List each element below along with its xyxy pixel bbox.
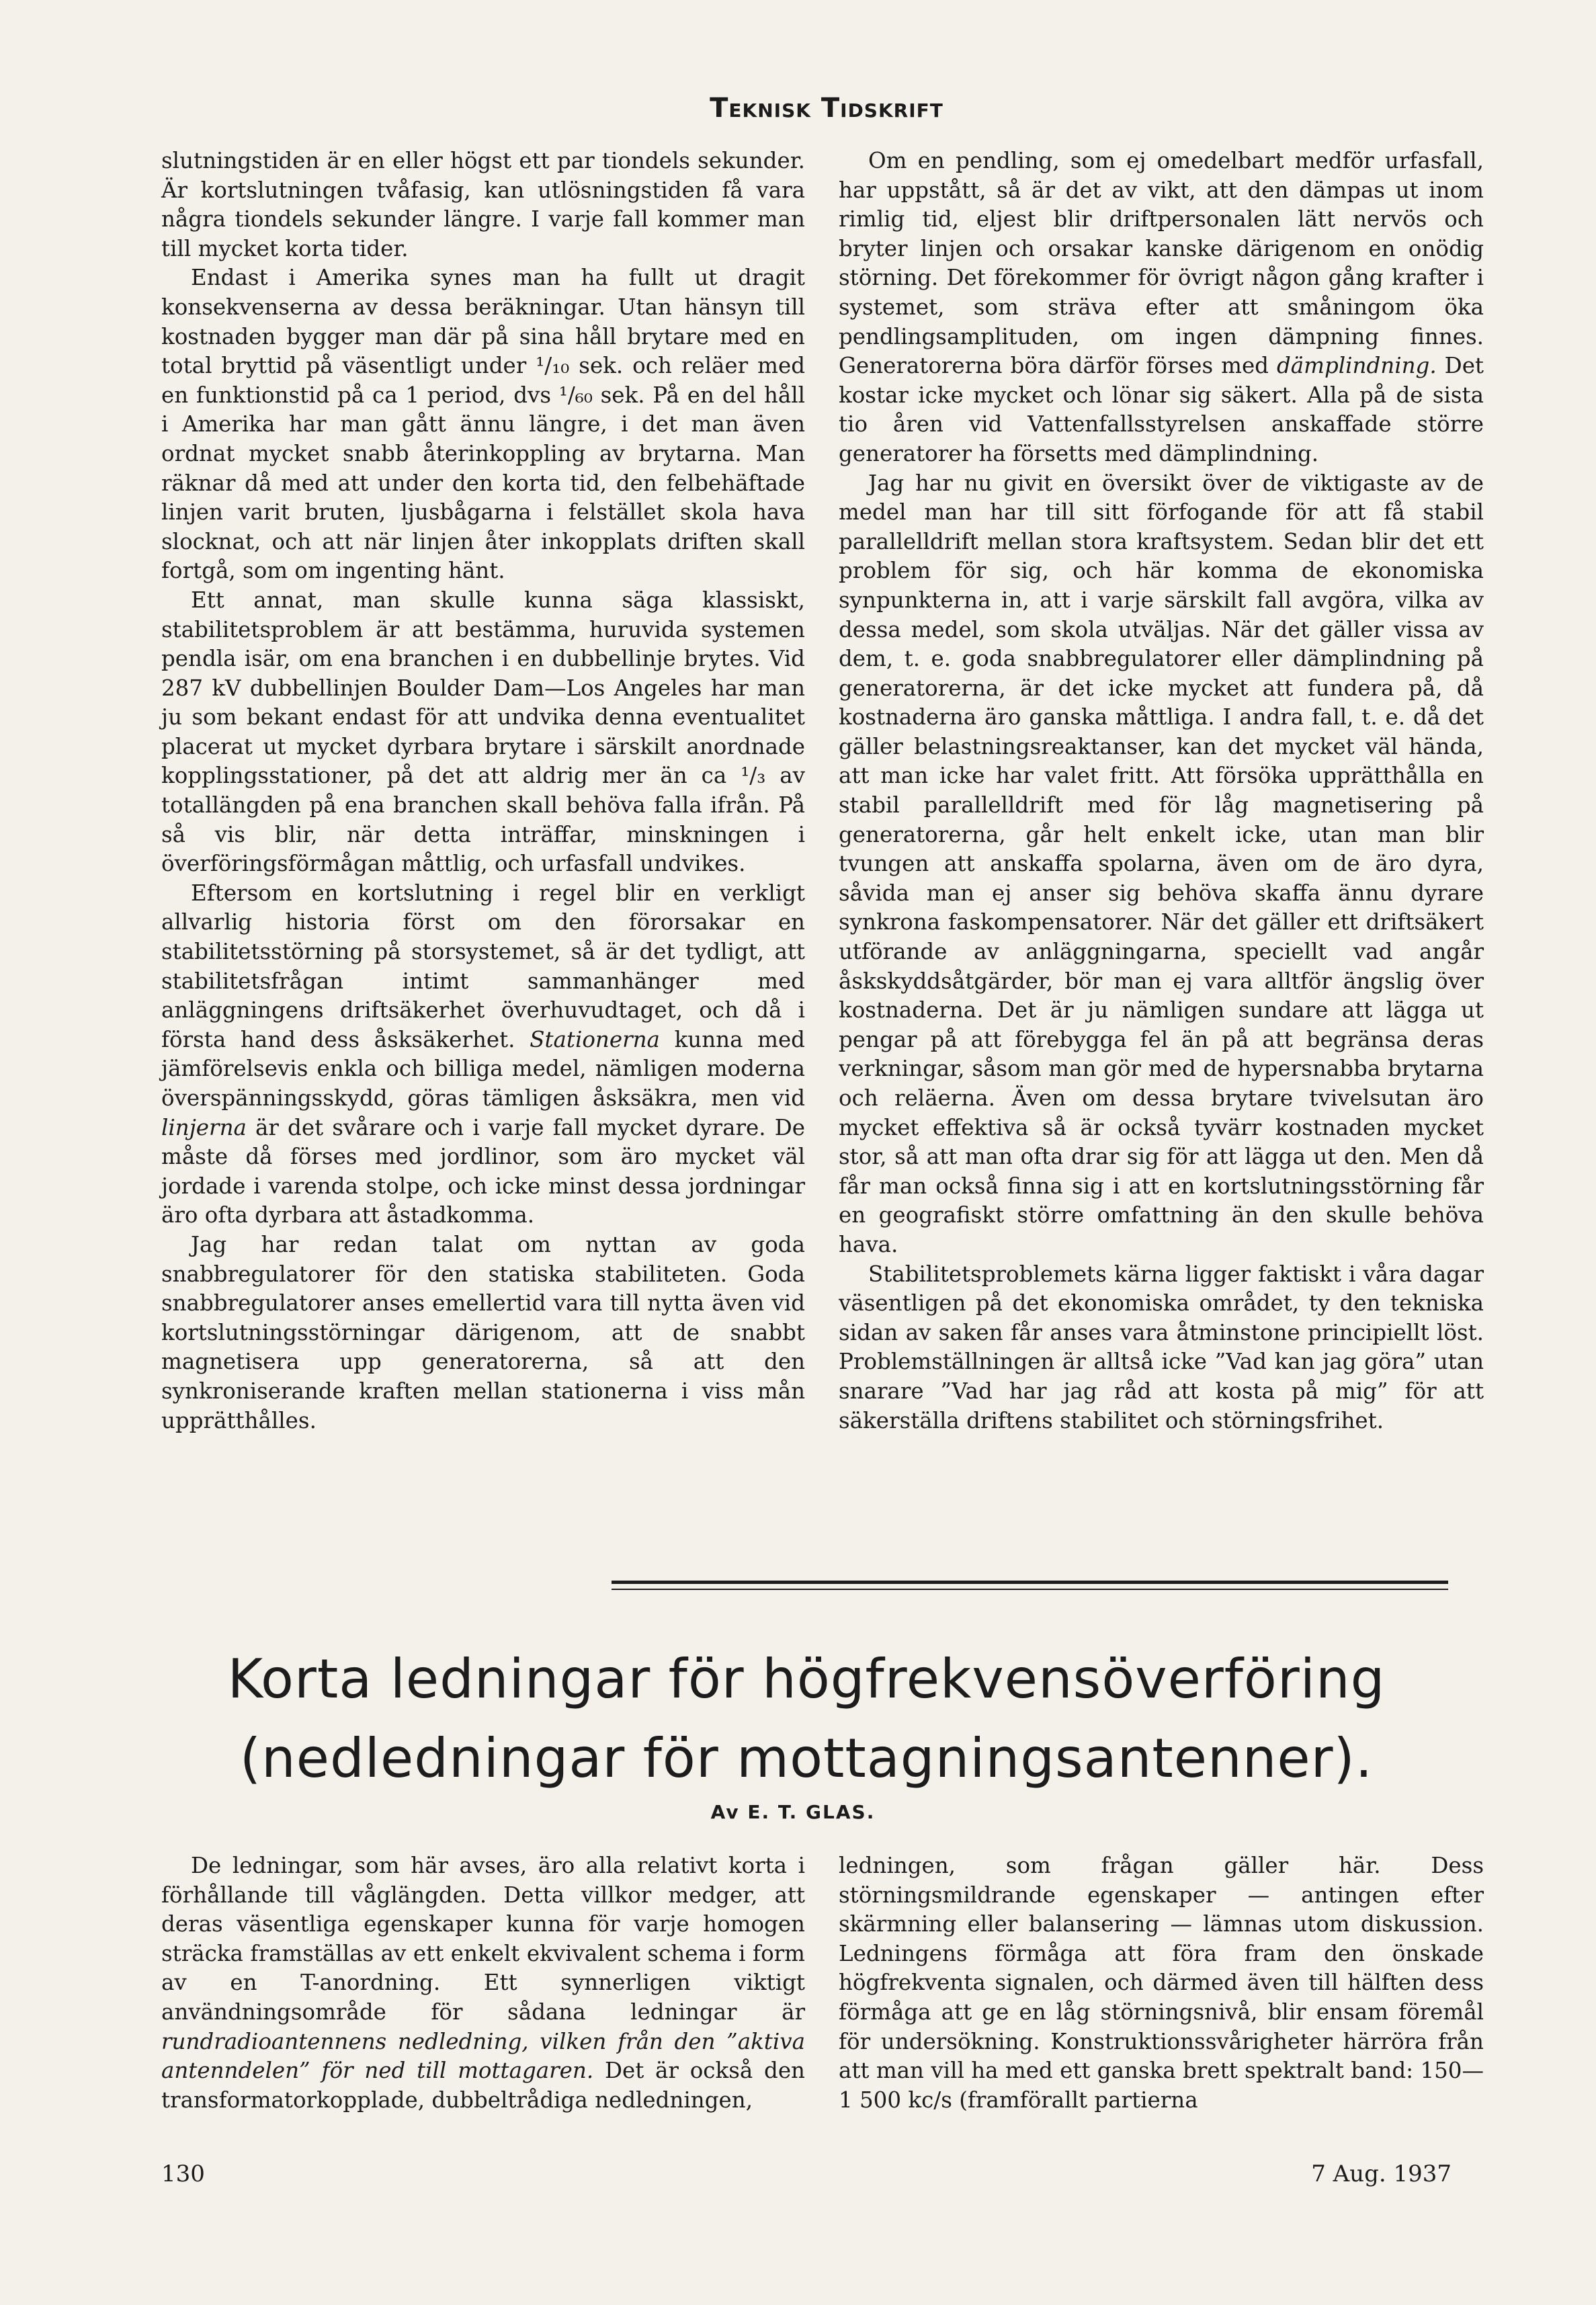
- text-run: Om en pendling, som ej omedelbart medför urfasfall, har uppstått, så är det av vikt, att den dämpas ut inom rimlig tid, eljest blir driftpersonalen lätt nervös och bryter linjen och orsakar kanske därigenom en onödig störning. Det förekommer för övrigt någon gång krafter i systemet, som sträva efter att småningom öka pendlingsamplituden, om ingen dämpning finnes. Generatorerna böra därför förses med: [839, 148, 1484, 379]
- emphasis: Stationerna: [530, 1026, 660, 1052]
- paragraph: ledningen, som frågan gäller här. Dess störningsmildrande egenskaper — antingen efter skärmning eller balansering — lämnas utom diskussion. Ledningens förmåga att föra fram den önskade högfrekventa signalen, och därmed även till hälften dess förmåga att ge en låg störningsnivå, blir ensam föremål för undersökning. Konstruktionssvårigheter härröra från att man vill ha med ett ganska brett spektralt band: 150—1 500 kc/s (framförallt partierna: [839, 1853, 1484, 2113]
- article-left-column: [161, 1851, 805, 2115]
- paragraph: Ett annat, man skulle kunna säga klassiskt, stabilitetsproblem är att bestämma, huruvida systemen pendla isär, om ena branchen i en dubbellinje brytes. Vid 287 kV dubbellinjen Boulder Dam—Los Angeles har man ju som bekant endast för att undvika denna eventualitet placerat ut mycket dyrbara brytare i särskilt anordnade kopplingsstationer, på det att aldrig mer än ca ¹/₃ av totallängden på ena branchen skall behöva falla ifrån. På så vis blir, när detta inträffar, minskningen i överföringsförmågan måttlig, och urfasfall undvikes.: [161, 587, 805, 877]
- page-number: 130: [161, 2161, 205, 2187]
- text-run: Det är också den transformatorkopplade, dubbeltrådiga nedledningen,: [161, 2058, 805, 2113]
- paragraph: Jag har nu givit en översikt över de viktigaste av de medel man har till sitt förfogande för att få stabil parallelldrift mellan stora kraftsystem. Sedan blir det ett problem för sig, och här komma de ekonomiska synpunkterna in, att i varje särskilt fall avgöra, vilka av dessa medel, som skola utväljas. När det gäller vissa av dem, t. e. goda snabbregulatorer eller dämplindning på generatorerna, är det icke mycket att fundera på, då kostnaderna äro ganska måttliga. I andra fall, t. e. då det gäller belastningsreaktanser, kan det mycket väl hända, att man icke har valet fritt. Att försöka upprätthålla en stabil parallelldrift med för låg magnetisering på generatorerna, går helt enkelt icke, utan man blir tvungen att anskaffa spolarna, även om de äro dyra, såvida man ej anser sig behöva skaffa ännu dyrare synkrona faskompensatorer. När det gäller ett driftsäkert utförande av anläggningarna, speciellt vad angår åskskyddsåtgärder, bör man ej vara alltför ängslig över kostnaderna. Det är ju nämligen sundare att lägga ut pengar på att förebygga fel än på att begränsa deras verkningar, såsom man gör med de hypersnabba brytarna och reläerna. Även om dessa brytare tvivelsutan äro mycket effektiva så är också tyvärr kostnaden mycket stor, så att man ofta drar sig för att lägga ut den. Men då får man också finna sig i att en kortslutningsstörning får en geografiskt större omfattning än den skulle behöva hava.: [839, 470, 1484, 1257]
- section-divider-thin: [612, 1589, 1448, 1590]
- article-byline: Av E. T. GLAS.: [710, 1801, 876, 1823]
- paragraph: [161, 1851, 805, 2115]
- text-run: Det kostar icke mycket och lönar sig säkert. Alla på de sista tio åren vid Vattenfallsstyrelsen anskaffade större generatorer ha försetts med dämplindning.: [839, 353, 1484, 466]
- text-run: kunna med jämförelsevis enkla och billiga medel, nämligen moderna överspänningsskydd, göras tämligen åsksäkra, men vid: [161, 1026, 805, 1111]
- issue-date: 7 Aug. 1937: [1311, 2161, 1452, 2187]
- article-right-column: [839, 1851, 1484, 2115]
- paragraph: Jag har redan talat om nyttan av goda snabbregulatorer för den statiska stabiliteten. Goda snabbregulatorer anses emellertid vara till nytta även vid kortslutningsstörningar därigenom, att de snabbt magnetisera upp generatorerna, så att den synkroniserande kraften mellan stationerna i viss mån upprätthålles.: [161, 1231, 805, 1433]
- top-left-column: [161, 146, 805, 1435]
- text-run: De ledningar, som här avses, äro alla relativt korta i förhållande till våglängden. Detta villkor medger, att deras väsentliga egenskaper kunna för varje homogen sträcka framställas av ett enkelt ekvivalent schema i form av en T-anordning. Ett synnerligen viktigt användningsområde för sådana ledningar är: [161, 1853, 805, 2025]
- section-divider: [612, 1581, 1448, 1584]
- top-right-column: [839, 146, 1484, 1435]
- paragraph: Endast i Amerika synes man ha fullt ut dragit konsekvenserna av dessa beräkningar. Utan hänsyn till kostnaden bygger man där på sina håll brytare med en total bryttid på väsentligt under ¹/₁₀ sek. och reläer med en funktionstid på ca 1 period, dvs ¹/₆₀ sek. På en del håll i Amerika har man gått ännu längre, i det man även ordnat mycket snabb återinkoppling av brytarna. Man räknar då med att under den korta tid, den felbehäftade linjen varit bruten, ljusbågarna i felstället skola hava slocknat, och att när linjen åter inkopplats driften skall fortgå, som om ingenting hänt.: [161, 265, 805, 584]
- emphasis: rundradioantennens nedledning, vilken från den ”aktiva antenndelen” för ned till mottagaren.: [161, 2028, 805, 2084]
- paragraph: [161, 879, 805, 1230]
- text-run: Eftersom en kortslutning i regel blir en verkligt allvarlig historia först om den förorsakar en stabilitetsstörning på storsystemet, så är det tydligt, att stabilitetsfrågan intimt sammanhänger med anläggningens driftsäkerhet överhuvudtaget, och då i första hand dess åsksäkerhet.: [161, 880, 805, 1052]
- paragraph: slutningstiden är en eller högst ett par tiondels sekunder. Är kortslutningen tvåfasig, kan utlösningstiden få vara några tiondels sekunder längre. I varje fall kommer man till mycket korta tider.: [161, 148, 805, 261]
- article-title: Korta ledningar för högfrekvensöverföring (nedledningar för mottagningsantenner).: [227, 1648, 1386, 1790]
- emphasis: linjerna: [161, 1114, 247, 1140]
- running-title: Teknisk Tidskrift: [710, 93, 943, 124]
- text-run: är det svårare och i varje fall mycket dyrare. De måste då förses med jordlinor, som äro mycket väl jordade i varenda stolpe, och icke minst dessa jordningar äro ofta dyrbara att åstadkomma.: [161, 1114, 805, 1228]
- emphasis: dämplindning.: [1276, 353, 1437, 379]
- paragraph: Stabilitetsproblemets kärna ligger faktiskt i våra dagar väsentligen på det ekonomiska området, ty den tekniska sidan av saken får anses vara åtminstone principiellt löst. Problemställningen är alltså icke ”Vad kan jag göra” utan snarare ”Vad har jag råd att kosta på mig” för att säkerställa driftens stabilitet och störningsfrihet.: [839, 1261, 1484, 1433]
- paragraph: [839, 146, 1484, 469]
